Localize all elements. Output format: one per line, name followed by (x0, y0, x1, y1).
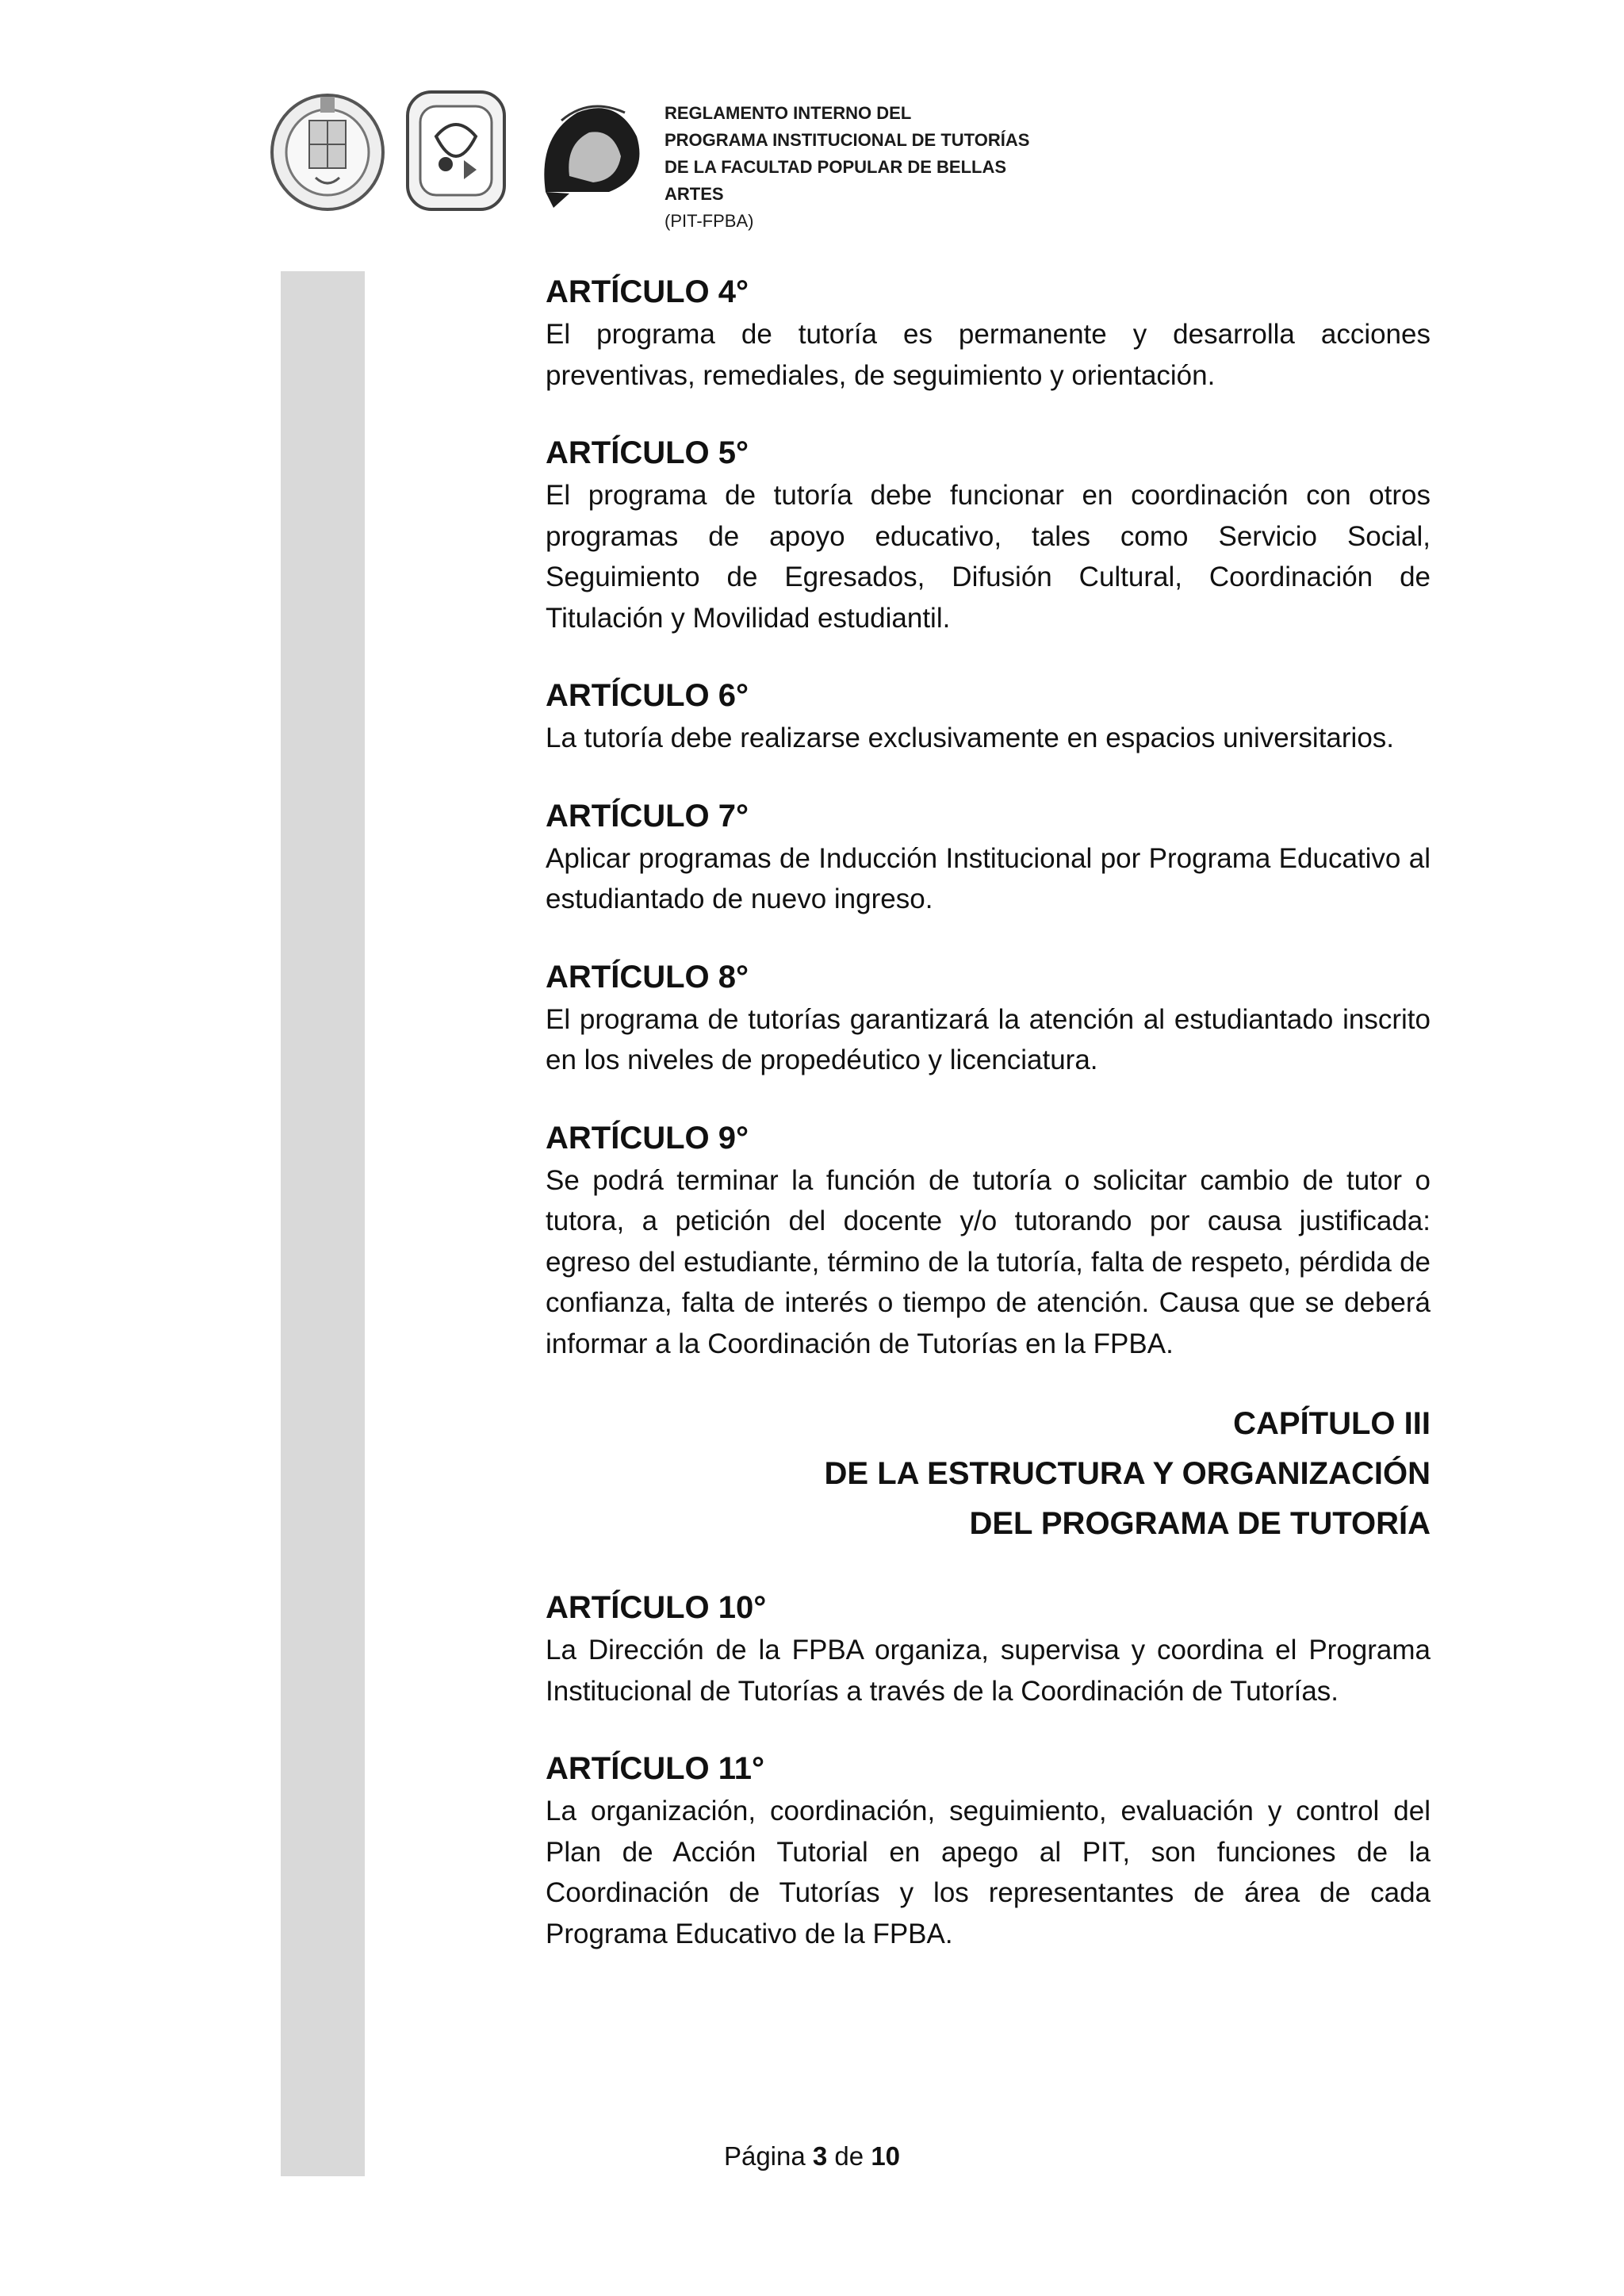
article-10 (546, 1585, 1431, 1711)
article-text: La tutoría debe realizarse exclusivamente en espacios universitarios. (546, 723, 1395, 753)
chapter-heading (546, 1399, 1431, 1549)
page-of-label: de (834, 2141, 864, 2171)
article-7 (546, 794, 1431, 920)
header-line-4: (PIT-FPBA) (665, 211, 754, 231)
chapter-title-line-2: DEL PROGRAMA DE TUTORÍA (969, 1506, 1431, 1541)
header-title-block (665, 100, 1061, 235)
tutoring-coordination-logo-icon (530, 89, 649, 213)
margin-gray-bar (281, 271, 365, 2176)
article-text: El programa de tutoría es permanente y desarrolla acciones preventivas, remediales, de seguimiento y orientación. (546, 319, 1431, 391)
article-title: ARTÍCULO 10° (546, 1590, 767, 1625)
header-line-1: REGLAMENTO INTERNO DEL (665, 103, 912, 123)
article-title: ARTÍCULO 6° (546, 678, 749, 713)
article-9 (546, 1116, 1431, 1365)
header-line-3: DE LA FACULTAD POPULAR DE BELLAS ARTES (665, 157, 1007, 204)
university-seal-icon (268, 89, 387, 213)
article-title: ARTÍCULO 9° (546, 1120, 749, 1156)
article-8 (546, 955, 1431, 1081)
current-page: 3 (812, 2141, 828, 2171)
article-text: La organización, coordinación, seguimiento, evaluación y control del Plan de Acción Tutorial en apego al PIT, son funciones de la Coordinación de Tutorías y los representantes de área de cada Programa Educativo de la FPBA. (546, 1796, 1431, 1949)
article-6 (546, 673, 1431, 759)
page-number (0, 2141, 1624, 2171)
article-text: Se podrá terminar la función de tutoría o solicitar cambio de tutor o tutora, a petición del docente y/o tutorando por causa justificada: egreso del estudiante, término de la tutoría, falta de respeto, pérdida de confianza, falta de interés o tiempo de atención. Causa que se deberá informar a la Coordinación de Tutorías en la FPBA. (546, 1164, 1431, 1359)
page-content (546, 270, 1431, 1989)
article-5 (546, 431, 1431, 638)
article-text: El programa de tutoría debe funcionar en coordinación con otros programas de apoyo educativo, tales como Servicio Social, Seguimiento de Egresados, Difusión Cultural, Coordinación de Titulación y Movilidad estudiantil. (546, 480, 1431, 634)
article-title: ARTÍCULO 7° (546, 798, 749, 834)
chapter-title-line-1: DE LA ESTRUCTURA Y ORGANIZACIÓN (824, 1456, 1431, 1491)
chapter-number: CAPÍTULO III (1233, 1406, 1431, 1441)
page-label: Página (723, 2141, 806, 2171)
article-text: Aplicar programas de Inducción Institucional por Programa Educativo al estudiantado de nuevo ingreso. (546, 842, 1431, 914)
article-title: ARTÍCULO 4° (546, 274, 749, 309)
article-title: ARTÍCULO 5° (546, 435, 749, 470)
fpba-seal-icon (404, 89, 508, 213)
header-line-2: PROGRAMA INSTITUCIONAL DE TUTORÍAS (665, 130, 1030, 150)
article-title: ARTÍCULO 11° (546, 1751, 765, 1786)
article-text: La Dirección de la FPBA organiza, supervisa y coordina el Programa Institucional de Tutorías a través de la Coordinación de Tutorías. (546, 1635, 1431, 1707)
article-text: El programa de tutorías garantizará la atención al estudiantado inscrito en los niveles de propedéutico y licenciatura. (546, 1003, 1431, 1075)
article-11 (546, 1746, 1431, 1954)
article-4 (546, 270, 1431, 396)
total-pages: 10 (871, 2141, 901, 2171)
article-title: ARTÍCULO 8° (546, 959, 749, 995)
document-header (268, 89, 1061, 231)
